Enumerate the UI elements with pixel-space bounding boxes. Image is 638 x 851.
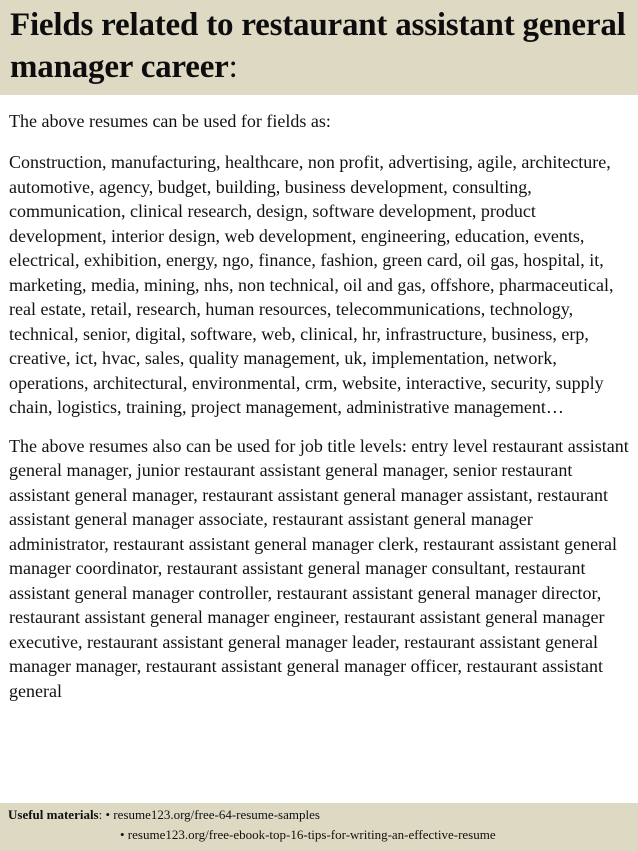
main-content [9,109,633,803]
footer-row-2 [8,825,630,845]
useful-materials-label: Useful materials [8,807,99,822]
useful-materials-colon: : [98,807,103,822]
page-title-text: Fields related to restaurant assistant general manager career [10,7,626,85]
ebook-tips-link[interactable]: • resume123.org/free-ebook-top-16-tips-for-writing-an-effective-resume [120,827,496,842]
job-levels-paragraph: The above resumes also can be used for job title levels: entry level restaurant assistant general manager, junior restaurant assistant general manager, senior restaurant assistant general manager, restaurant assistant general manager assistant, restaurant assistant general manager associate, restaurant assistant general manager administrator, restaurant assistant general manager clerk, restaurant assistant general manager coordinator, restaurant assistant general manager consultant, restaurant assistant general manager controller, restaurant assistant general manager director, restaurant assistant general manager engineer, restaurant assistant general manager executive, restaurant assistant general manager leader, restaurant assistant general manager manager, restaurant assistant general manager officer, restaurant assistant general [9,435,629,701]
useful-materials-footer [0,803,638,851]
page-title-colon: : [228,49,238,85]
intro-text: The above resumes can be used for fields as: [9,111,331,131]
fields-paragraph: Construction, manufacturing, healthcare, non profit, advertising, agile, architecture, automotive, agency, budget, building, business development, consulting, communication, clinical research, design, software development, product development, interior design, web development, engineering, education, events, electrical, exhibition, energy, ngo, finance, fashion, green card, oil gas, hospital, it, marketing, media, mining, nhs, non technical, oil and gas, offshore, pharmaceutical, real estate, retail, research, human resources, telecommunications, technology, technical, senior, digital, software, web, clinical, hr, infrastructure, business, erp, creative, ict, hvac, sales, quality management, uk, implementation, network, operations, architectural, environmental, crm, website, interactive, security, supply chain, logistics, training, project management, administrative management… [9,152,614,417]
page-title [10,4,628,88]
footer-row-1 [8,805,630,825]
resume-samples-link[interactable]: • resume123.org/free-64-resume-samples [105,807,320,822]
title-bar [0,0,638,95]
